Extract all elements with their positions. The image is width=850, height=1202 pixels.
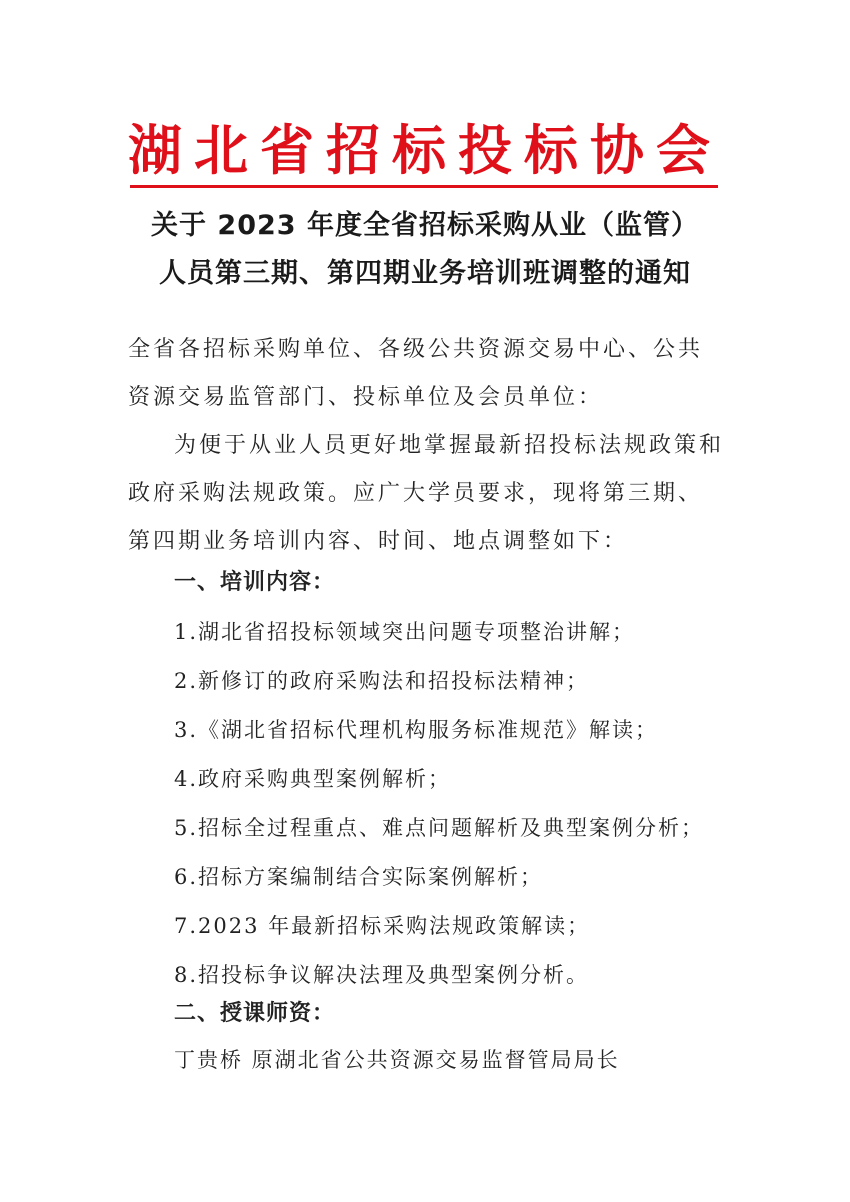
letterhead-org-name: 湖北省招标投标协会 <box>128 119 722 182</box>
intro-paragraph: 为便于从业人员更好地掌握最新招投标法规政策和政府采购法规政策。应广大学员要求，现将第三期、第四期业务培训内容、时间、地点调整如下： <box>128 433 725 554</box>
notice-title-line-2: 人员第三期、第四期业务培训班调整的通知 <box>159 258 691 289</box>
list-item: 1.湖北省招投标领域突出问题专项整治讲解； <box>174 620 636 644</box>
section-heading-training-content: 一、培训内容： <box>174 570 336 595</box>
notice-title-line-1: 关于 2023 年度全省招标采购从业（监管） <box>151 210 699 241</box>
list-item: 7.2023 年最新招标采购法规政策解读； <box>174 914 591 938</box>
list-item: 3.《湖北省招标代理机构服务标准规范》解读； <box>174 718 659 742</box>
salutation: 全省各招标采购单位、各级公共资源交易中心、公共资源交易监管部门、投标单位及会员单位： <box>128 337 704 410</box>
list-item: 4.政府采购典型案例解析； <box>174 767 452 791</box>
section-heading-instructors: 二、授课师资： <box>174 1001 336 1026</box>
list-item: 5.招标全过程重点、难点问题解析及典型案例分析； <box>174 816 705 840</box>
instructor-line: 丁贵桥 原湖北省公共资源交易监督管局局长 <box>174 1048 620 1072</box>
letterhead-red-rule <box>130 185 718 188</box>
list-item: 6.招标方案编制结合实际案例解析； <box>174 865 544 889</box>
training-content-list <box>174 614 704 1006</box>
list-item: 8.招投标争议解决法理及典型案例分析。 <box>174 963 590 987</box>
list-item: 2.新修订的政府采购法和招投标法精神； <box>174 669 590 693</box>
